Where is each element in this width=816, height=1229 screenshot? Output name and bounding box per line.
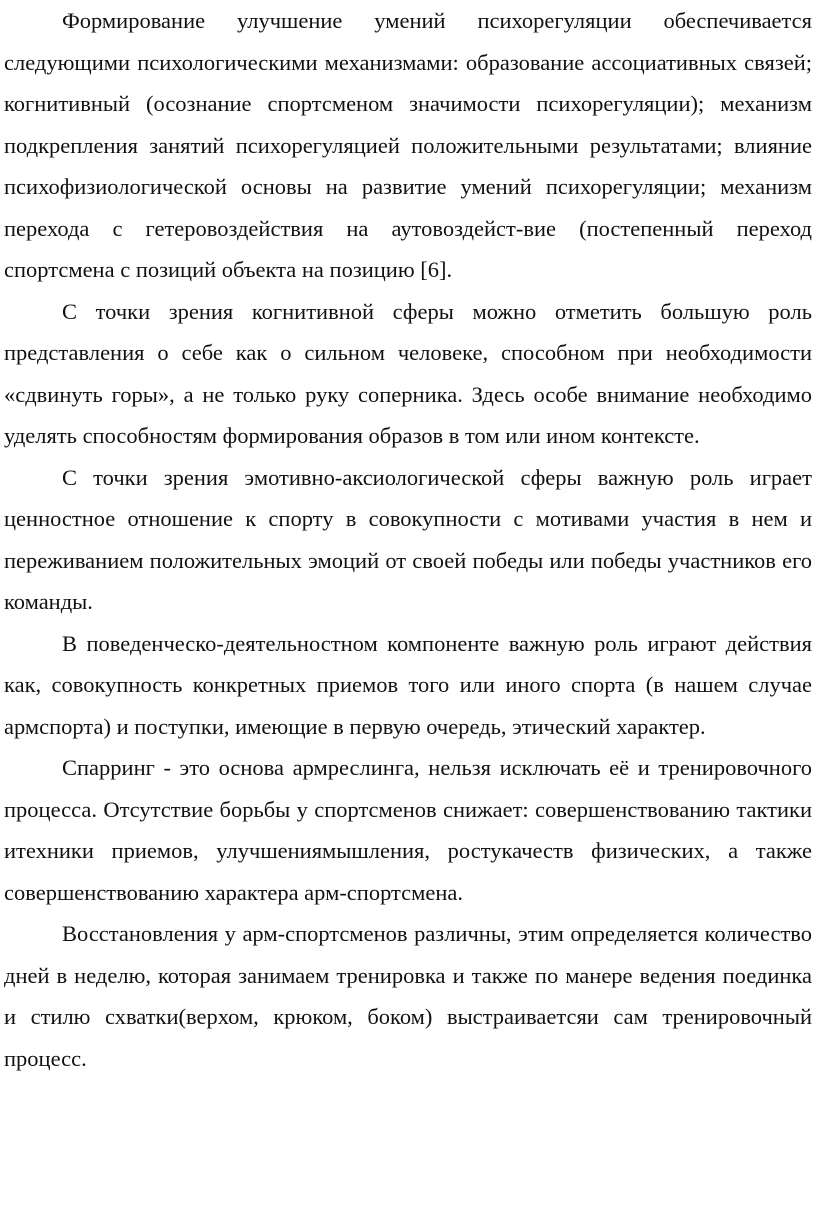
paragraph-behavioral-component: В поведенческо-деятельностном компоненте важную роль играют действия как, совокупность конкретных приемов того или иного спорта (в нашем случае армспорта) и поступки, имеющие в первую очередь, этический характер. — [4, 630, 812, 739]
document-page — [4, 0, 812, 1079]
paragraph-sparring: Спарринг - это основа армреслинга, нельзя исключать её и тренировочного процесса. Отсутствие борьбы у спортсменов снижает: совершенствованию тактики итехники приемов, улучшениямышления, ростукачеств физических, а также совершенствованию характера арм-спортсмена. — [4, 755, 812, 905]
paragraph-emotive-axiological-sphere: С точки зрения эмотивно-аксиологической сферы важную роль играет ценностное отношение к спорту в совокупности с мотивами участия в нем и переживанием положительных эмоций от своей победы или победы участников его команды. — [4, 464, 812, 614]
paragraph-psychoregulation-mechanisms: Формирование улучшение умений психорегуляции обеспечивается следующими психологическими механизмами: образование ассоциативных связей; когнитивный (осознание спортсменом значимости психорегуляции); механизм подкрепления занятий психорегуляцией положительными результатами; влияние психофизиологической основы на развитие умений психорегуляции; механизм перехода с гетеровоздействия на аутовоздейст-вие (постепенный переход спортсмена с позиций объекта на позицию [6]. — [4, 8, 812, 282]
paragraph-recovery: Восстановления у арм-спортсменов различны, этим определяется количество дней в неделю, которая занимаем тренировка и также по манере ведения поединка и стилю схватки(верхом, крюком, боком) выстраиваетсяи сам тренировочный процесс. — [4, 921, 812, 1071]
paragraph-cognitive-sphere: С точки зрения когнитивной сферы можно отметить большую роль представления о себе как о сильном человеке, способном при необходимости «сдвинуть горы», а не только руку соперника. Здесь особе внимание необходимо уделять способностям формирования образов в том или ином контексте. — [4, 298, 812, 448]
